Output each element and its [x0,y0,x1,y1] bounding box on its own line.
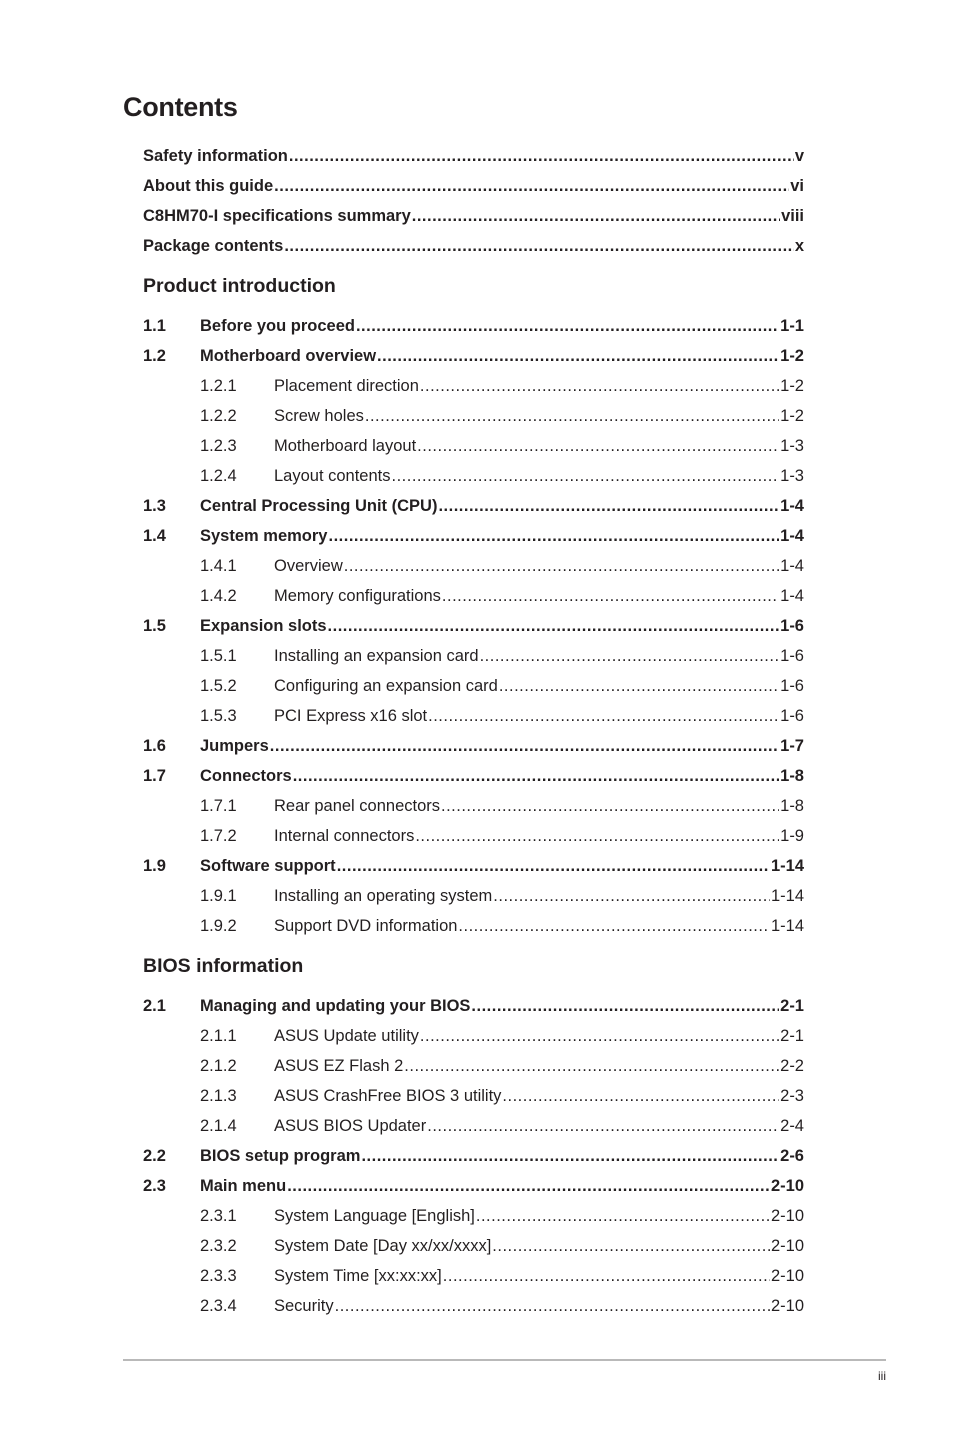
toc-subsection-entry[interactable] [143,1231,804,1261]
toc-dot-leader [428,701,779,731]
toc-entry[interactable] [143,201,804,231]
toc-section-entry[interactable] [143,1171,804,1201]
toc-dot-leader [458,911,770,941]
toc-dot-leader [442,581,779,611]
toc-dot-leader [392,461,780,491]
toc-entry-number: 1.4 [143,527,166,545]
toc-entry[interactable] [143,141,804,171]
toc-entry[interactable] [143,171,804,201]
toc-subsection-entry[interactable] [143,431,804,461]
toc-entry-page: 1-8 [780,797,804,815]
toc-subsection-entry[interactable] [143,551,804,581]
toc-dot-leader [441,791,779,821]
toc-entry-label: BIOS setup program [200,1147,361,1165]
toc-entry-number: 2.3.1 [200,1207,237,1225]
toc-dot-leader [404,1051,779,1081]
toc-dot-leader [365,401,779,431]
toc-entry-number: 1.2.3 [200,437,237,455]
toc-entry-label: Package contents [143,237,284,255]
toc-entry-label: Installing an expansion card [274,647,479,665]
toc-subsection-entry[interactable] [143,671,804,701]
toc-entry-label: Main menu [200,1177,287,1195]
toc-entry-number: 1.2.1 [200,377,237,395]
toc-entry-page: 1-7 [780,737,804,755]
toc-entry-page: 2-10 [770,1237,804,1255]
toc-entry-page: 1-6 [780,677,804,695]
toc-entry-label: About this guide [143,177,274,195]
toc-entry-label: Overview [274,557,343,575]
toc-entry-label: System Language [English] [274,1207,475,1225]
toc-entry-page: 2-1 [780,997,804,1015]
toc-dot-leader [328,521,779,551]
toc-dot-leader [420,371,779,401]
toc-entry-page: vi [790,177,804,195]
toc-subsection-entry[interactable] [143,791,804,821]
toc-dot-leader [335,1291,770,1321]
toc-dot-leader [427,1111,779,1141]
toc-entry-page: 1-4 [780,587,804,605]
toc-entry-page: 1-3 [780,467,804,485]
toc-dot-leader [293,761,779,791]
toc-entry-label: Configuring an expansion card [274,677,498,695]
toc-entry-label: Memory configurations [274,587,441,605]
toc-entry-number: 2.1 [143,997,166,1015]
toc-dot-leader [493,881,770,911]
toc-entry-number: 1.2 [143,347,166,365]
toc-dot-leader [502,1081,779,1111]
toc-entry-number: 2.3.4 [200,1297,237,1315]
toc-entry-label: Layout contents [274,467,391,485]
toc-entry-label: System memory [200,527,328,545]
footer-divider [123,1359,886,1361]
toc-entry-page: 1-1 [780,317,804,335]
toc-entry-label: PCI Express x16 slot [274,707,428,725]
toc-entry-label: Installing an operating system [274,887,493,905]
toc-entry-label: Connectors [200,767,292,785]
toc-dot-leader [377,341,779,371]
toc-section-entry[interactable] [143,311,804,341]
toc-subsection-entry[interactable] [143,821,804,851]
chapter-heading[interactable]: Product introduction [143,275,336,297]
toc-dot-leader [328,611,780,641]
toc-entry-number: 1.4.1 [200,557,237,575]
toc-dot-leader [417,431,779,461]
toc-entry-number: 1.2.4 [200,467,237,485]
toc-entry-label: Motherboard overview [200,347,377,365]
toc-entry-label: Internal connectors [274,827,415,845]
toc-dot-leader [438,491,779,521]
toc-entry-label: ASUS CrashFree BIOS 3 utility [274,1087,502,1105]
toc-entry-number: 2.1.3 [200,1087,237,1105]
toc-subsection-entry[interactable] [143,581,804,611]
toc-section-entry[interactable] [143,491,804,521]
toc-entry-label: Support DVD information [274,917,458,935]
toc-subsection-entry[interactable] [143,1051,804,1081]
toc-subsection-entry[interactable] [143,461,804,491]
toc-entry-number: 2.3 [143,1177,166,1195]
toc-entry-page: 1-8 [780,767,804,785]
toc-entry-page: 1-6 [780,617,804,635]
toc-entry-number: 1.9.2 [200,917,237,935]
toc-entry-label: Managing and updating your BIOS [200,997,471,1015]
toc-entry-number: 2.1.4 [200,1117,237,1135]
toc-entry-label: Rear panel connectors [274,797,441,815]
toc-entry-page: 1-14 [770,917,804,935]
toc-dot-leader [361,1141,779,1171]
toc-entry-number: 1.2.2 [200,407,237,425]
toc-entry-number: 1.6 [143,737,166,755]
toc-subsection-entry[interactable] [143,641,804,671]
toc-entry-label: Software support [200,857,336,875]
toc-dot-leader [420,1021,779,1051]
toc-section-entry[interactable] [143,851,804,881]
toc-dot-leader [344,551,779,581]
toc-entry-page: 1-2 [780,407,804,425]
toc-entry-number: 1.9.1 [200,887,237,905]
toc-entry-page: viii [781,207,804,225]
toc-dot-leader [415,821,779,851]
toc-entry-label: ASUS Update utility [274,1027,419,1045]
toc-entry-label: Security [274,1297,334,1315]
toc-entry-number: 1.5.3 [200,707,237,725]
toc-dot-leader [284,231,794,261]
toc-subsection-entry[interactable] [143,1081,804,1111]
toc-section-entry[interactable] [143,991,804,1021]
toc-entry-label: ASUS BIOS Updater [274,1117,427,1135]
toc-dot-leader [476,1201,770,1231]
toc-entry-page: 1-9 [780,827,804,845]
toc-entry-page: 1-6 [780,707,804,725]
page-number: iii [878,1369,886,1383]
toc-entry-page: 1-4 [780,497,804,515]
toc-entry-page: x [794,237,804,255]
toc-entry-page: 2-6 [780,1147,804,1165]
toc-entry-number: 2.1.1 [200,1027,237,1045]
toc-entry-number: 1.5.2 [200,677,237,695]
toc-entry-label: ASUS EZ Flash 2 [274,1057,404,1075]
toc-section-entry[interactable] [143,611,804,641]
toc-section-entry[interactable] [143,731,804,761]
toc-entry-number: 1.5 [143,617,166,635]
toc-subsection-entry[interactable] [143,1291,804,1321]
toc-entry-label: System Date [Day xx/xx/xxxx] [274,1237,492,1255]
toc-subsection-entry[interactable] [143,371,804,401]
toc-entry-number: 1.7.2 [200,827,237,845]
toc-entry-page: 1-3 [780,437,804,455]
chapter-heading[interactable]: BIOS information [143,955,304,977]
toc-entry-page: 2-4 [780,1117,804,1135]
toc-dot-leader [443,1261,770,1291]
toc-entry-label: Jumpers [200,737,269,755]
toc-subsection-entry[interactable] [143,1021,804,1051]
toc-section-entry[interactable] [143,761,804,791]
toc-entry-page: 1-2 [780,377,804,395]
toc-dot-leader [274,171,789,201]
toc-dot-leader [471,991,779,1021]
toc-entry-page: 2-3 [780,1087,804,1105]
toc-entry-page: 1-14 [770,887,804,905]
toc-entry-page: 2-2 [780,1057,804,1075]
toc-dot-leader [356,311,779,341]
toc-entry-number: 1.5.1 [200,647,237,665]
toc-entry-page: 2-1 [780,1027,804,1045]
toc-entry-label: Before you proceed [200,317,355,335]
toc-entry-number: 1.4.2 [200,587,237,605]
toc-entry-number: 2.1.2 [200,1057,237,1075]
table-of-contents [143,141,804,1321]
toc-entry-label: Placement direction [274,377,419,395]
toc-section-entry[interactable] [143,341,804,371]
toc-dot-leader [480,641,780,671]
toc-subsection-entry[interactable] [143,881,804,911]
toc-entry-label: Motherboard layout [274,437,417,455]
toc-entry[interactable] [143,231,804,261]
toc-entry-page: v [794,147,804,165]
toc-section-entry[interactable] [143,1141,804,1171]
toc-subsection-entry[interactable] [143,1111,804,1141]
toc-dot-leader [289,141,794,171]
toc-entry-number: 1.7 [143,767,166,785]
toc-dot-leader [412,201,780,231]
toc-entry-number: 2.3.3 [200,1267,237,1285]
toc-entry-page: 2-10 [770,1207,804,1225]
toc-subsection-entry[interactable] [143,401,804,431]
toc-dot-leader [337,851,770,881]
toc-dot-leader [287,1171,770,1201]
toc-entry-number: 1.9 [143,857,166,875]
toc-entry-number: 2.2 [143,1147,166,1165]
toc-entry-label: Expansion slots [200,617,327,635]
toc-entry-label: C8HM70-I specifications summary [143,207,411,225]
toc-entry-label: Screw holes [274,407,364,425]
toc-entry-number: 1.1 [143,317,166,335]
page-title: Contents [123,92,238,122]
toc-entry-page: 2-10 [770,1177,804,1195]
toc-dot-leader [270,731,779,761]
toc-subsection-entry[interactable] [143,911,804,941]
toc-subsection-entry[interactable] [143,1201,804,1231]
toc-subsection-entry[interactable] [143,1261,804,1291]
toc-entry-number: 2.3.2 [200,1237,237,1255]
toc-entry-label: System Time [xx:xx:xx] [274,1267,442,1285]
toc-section-entry[interactable] [143,521,804,551]
toc-entry-page: 2-10 [770,1267,804,1285]
toc-entry-number: 1.7.1 [200,797,237,815]
toc-entry-page: 1-6 [780,647,804,665]
toc-entry-page: 2-10 [770,1297,804,1315]
toc-entry-label: Safety information [143,147,288,165]
toc-entry-page: 1-4 [780,557,804,575]
toc-entry-label: Central Processing Unit (CPU) [200,497,438,515]
toc-dot-leader [499,671,779,701]
toc-entry-number: 1.3 [143,497,166,515]
toc-entry-page: 1-14 [770,857,804,875]
toc-entry-page: 1-2 [780,347,804,365]
toc-entry-page: 1-4 [780,527,804,545]
toc-subsection-entry[interactable] [143,701,804,731]
toc-dot-leader [492,1231,770,1261]
